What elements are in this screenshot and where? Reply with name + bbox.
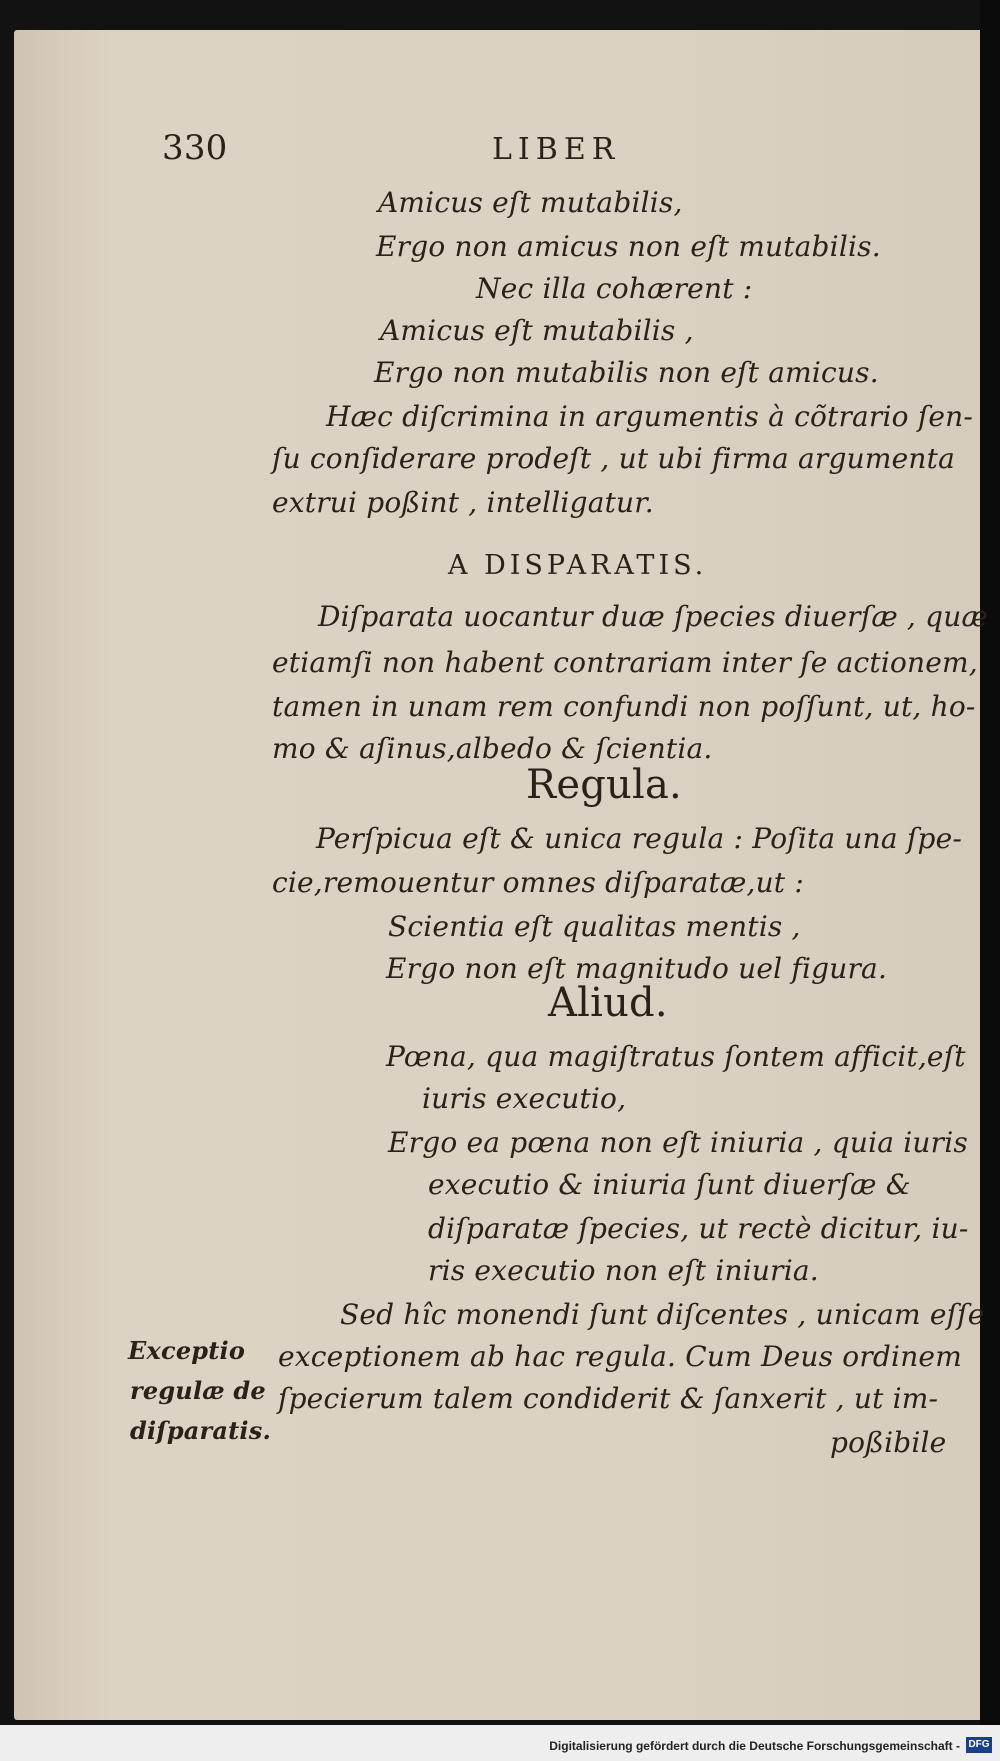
text-line: etiamſi non habent contrariam inter ſe actionem, — [272, 646, 978, 679]
text-line: exceptionem ab hac regula. Cum Deus ordinem — [278, 1340, 962, 1373]
scan-border — [980, 0, 1000, 1761]
text-line: executio & iniuria ſunt diuerſæ & — [428, 1168, 911, 1201]
running-title: LIBER — [492, 132, 621, 167]
text-line: Diſparata uocantur duæ ſpecies diuerſæ , quæ — [318, 600, 989, 633]
text-line: Ergo non mutabilis non eſt amicus. — [374, 356, 879, 389]
catchword: poßibile — [830, 1426, 947, 1459]
text-line: Nec illa cohærent : — [476, 272, 753, 305]
footer-bar — [0, 1725, 1000, 1761]
text-line: Pœna, qua magiſtratus ſontem afficit,eſt — [386, 1040, 966, 1073]
margin-note-line: diſparatis. — [130, 1416, 272, 1445]
text-line: Scientia eſt qualitas mentis , — [388, 910, 801, 943]
text-line: tamen in unam rem confundi non poſſunt, ut, ho- — [272, 690, 976, 723]
text-line: diſparatæ ſpecies, ut rectè dicitur, iu- — [428, 1212, 969, 1245]
aliud-heading: Aliud. — [548, 980, 668, 1026]
text-line: iuris executio, — [422, 1082, 627, 1115]
section-heading: A DISPARATIS. — [448, 550, 708, 581]
text-line: Ergo non amicus non eſt mutabilis. — [376, 230, 881, 263]
text-line: Ergo non eſt magnitudo uel figura. — [386, 952, 888, 985]
footer-credit: Digitalisierung gefördert durch die Deutsche Forschungsgemeinschaft - — [549, 1739, 960, 1753]
text-line: ſpecierum talem condiderit & ſanxerit , ut im- — [278, 1382, 939, 1415]
text-line: mo & aſinus,albedo & ſcientia. — [272, 732, 713, 765]
text-line: Amicus eſt mutabilis , — [380, 314, 694, 347]
text-line: ſu conſiderare prodeſt , ut ubi firma argumenta — [272, 442, 955, 475]
text-line: extrui poßint , intelligatur. — [272, 486, 654, 519]
text-line: Sed hîc monendi ſunt diſcentes , unicam eſſe — [340, 1298, 985, 1331]
margin-note-line: Exceptio — [128, 1336, 246, 1365]
rule-heading: Regula. — [526, 762, 682, 808]
text-line: Hæc diſcrimina in argumentis à cõtrario ſen- — [326, 400, 974, 433]
page-number: 330 — [162, 128, 228, 168]
text-line: ris executio non eſt iniuria. — [428, 1254, 819, 1287]
text-line: Ergo ea pœna non eſt iniuria , quia iuris — [388, 1126, 968, 1159]
text-line: Perſpicua eſt & unica regula : Poſita una ſpe- — [316, 822, 962, 855]
text-line: Amicus eſt mutabilis, — [378, 186, 683, 219]
margin-note-line: regulæ de — [130, 1376, 266, 1405]
text-line: cie,remouentur omnes diſparatæ,ut : — [272, 866, 804, 899]
dfg-logo-icon: DFG — [966, 1737, 992, 1753]
